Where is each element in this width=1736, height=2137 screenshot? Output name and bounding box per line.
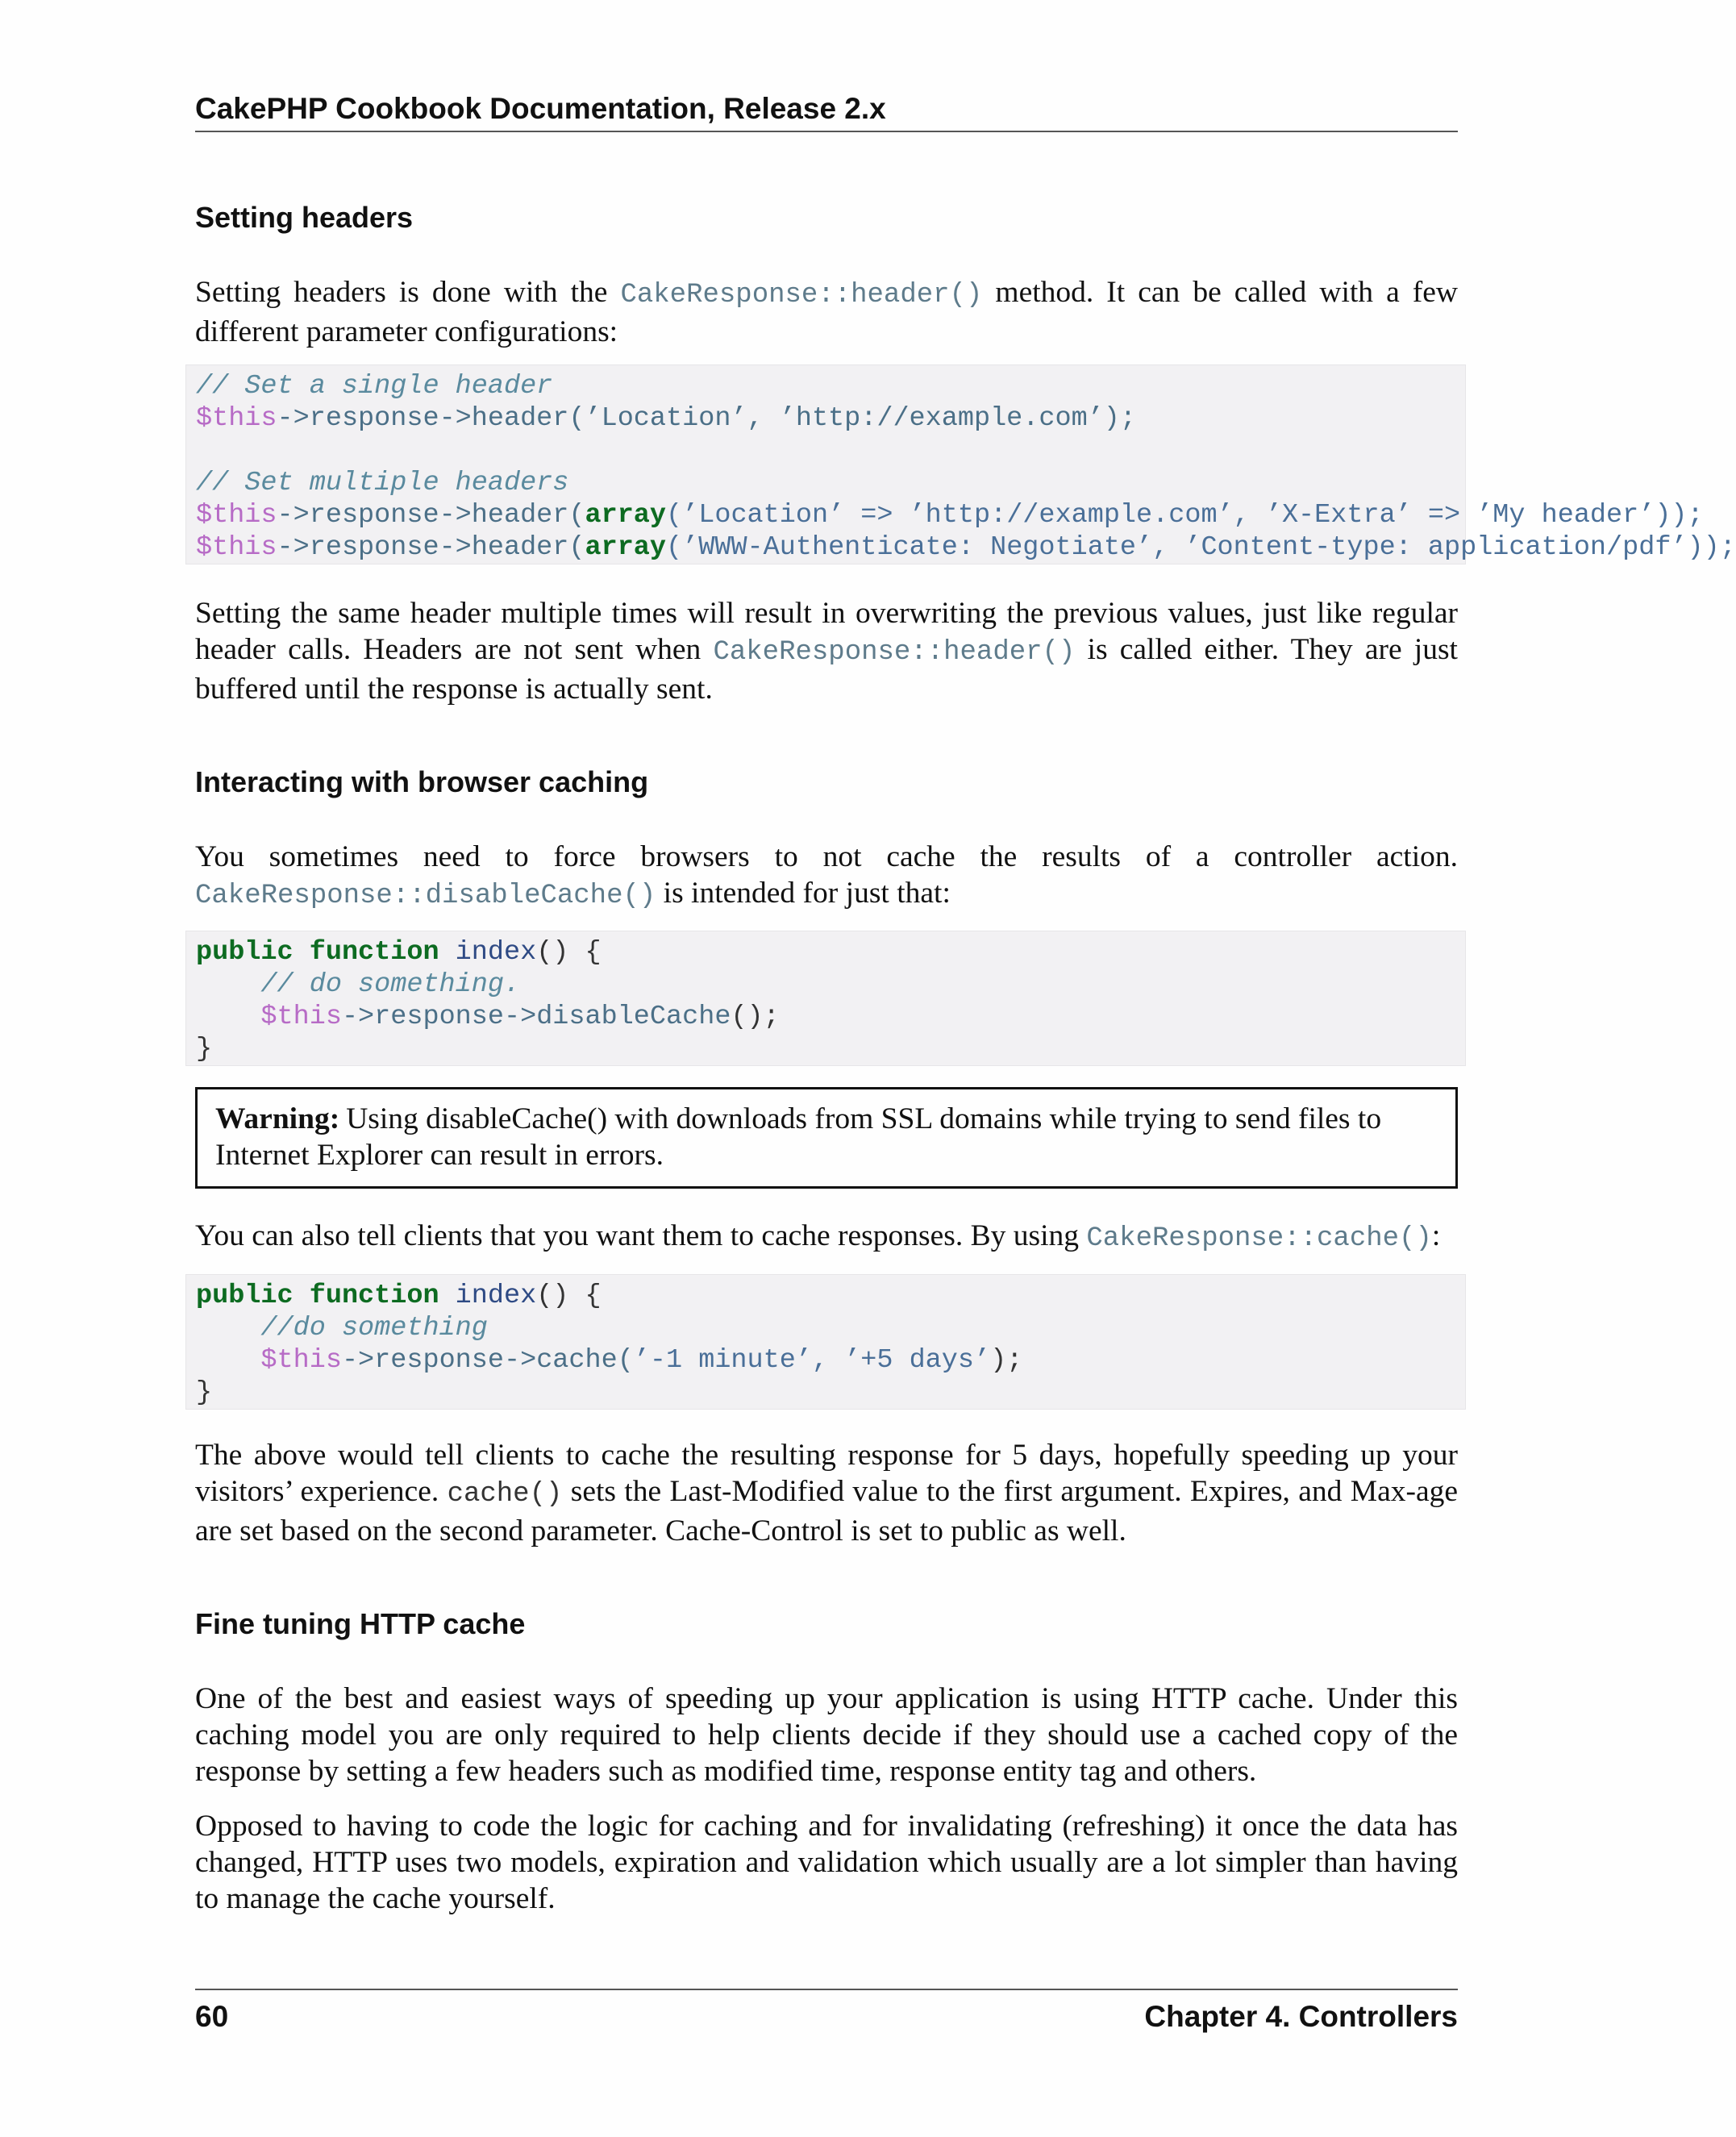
code-line: $this->response->header(’Location’, ’http://example.com’);	[196, 403, 1137, 434]
heading-browser-caching: Interacting with browser caching	[195, 765, 649, 798]
text-run: :	[1431, 1219, 1441, 1252]
code-ref-header[interactable]: CakeResponse::header()	[620, 280, 983, 310]
text-run: Setting headers is done with the	[195, 276, 621, 309]
code-line: $this->response->cache(’-1 minute’, ’+5 days’);	[260, 1345, 1023, 1376]
code-line: // do something.	[260, 969, 521, 1000]
code-ref-disablecache[interactable]: CakeResponse::disableCache()	[195, 881, 656, 911]
header-rule	[195, 131, 1458, 132]
paragraph-browser-caching-line2	[195, 875, 1458, 914]
footer-rule	[195, 1989, 1458, 1990]
code-line: // Set a single header	[196, 371, 553, 402]
code-line: }	[196, 1377, 213, 1408]
code-line: // Set multiple headers	[196, 468, 569, 498]
footer-chapter-title: Chapter 4. Controllers	[1144, 2000, 1458, 2033]
warning-label: Warning:	[215, 1102, 340, 1135]
code-block-cache	[185, 1274, 1466, 1410]
code-line: $this->response->header(array(’WWW-Authenticate: Negotiate’, ’Content-type: application/pdf’));	[196, 532, 1736, 563]
code-line: //do something	[260, 1313, 488, 1343]
paragraph-cache-explanation	[195, 1437, 1458, 1549]
code-line: $this->response->disableCache();	[260, 1002, 780, 1032]
paragraph-header-overwrite	[195, 595, 1458, 707]
paragraph-setting-headers-intro	[195, 274, 1458, 350]
paragraph-http-cache-intro: One of the best and easiest ways of speeding up your application is using HTTP cache. Under this caching model you are only required to help clients decide if they should use a cached copy of the response by setting a few headers such as modified time, response entity tag and others.	[195, 1682, 1458, 1788]
code-ref-header[interactable]: CakeResponse::header()	[713, 637, 1076, 668]
text-run: sets the Last-Modified value to the first argument. Expires, and Max-age are set based on the second parameter. Cache-Control is set to public as well.	[195, 1475, 1458, 1548]
code-ref-cache[interactable]: CakeResponse::cache()	[1086, 1223, 1432, 1254]
text-run: is intended for just that:	[656, 877, 951, 910]
code-line-empty	[196, 435, 1465, 467]
code-block-disablecache	[185, 931, 1466, 1066]
text-run: method. It can be called with a few different parameter configurations:	[195, 276, 1458, 348]
code-line: public function index() {	[196, 1281, 602, 1311]
heading-setting-headers: Setting headers	[195, 201, 414, 234]
code-line: $this->response->header(array(’Location’ => ’http://example.com’, ’X-Extra’ => ’My header’));	[196, 500, 1704, 531]
text-run: The above would tell clients to cache the resulting response for 5 days, hopefully speeding up your visitors’ experience.	[195, 1439, 1458, 1508]
heading-fine-tuning-http-cache: Fine tuning HTTP cache	[195, 1607, 526, 1640]
text-run: You can also tell clients that you want them to cache responses. By using	[195, 1219, 1087, 1252]
footer-page-number: 60	[195, 2000, 229, 2033]
warning-admonition	[195, 1087, 1458, 1189]
code-line: public function index() {	[196, 937, 602, 968]
code-block-setting-headers	[185, 364, 1736, 564]
running-header-title: CakePHP Cookbook Documentation, Release 2.x	[195, 92, 886, 125]
warning-text: Using disableCache() with downloads from SSL domains while trying to send files to Internet Explorer can result in errors.	[215, 1102, 1382, 1172]
text-run: is called either. They are just buffered until the response is actually sent.	[195, 633, 1458, 706]
paragraph-cache-intro	[195, 1218, 1458, 1257]
paragraph-browser-caching-line1: You sometimes need to force browsers to not cache the results of a controller action.	[195, 840, 1458, 873]
text-run: Setting the same header multiple times will result in overwriting the previous values, just like regular header calls. Headers are not sent when	[195, 597, 1458, 666]
paragraph-http-cache-models: Opposed to having to code the logic for caching and for invalidating (refreshing) it once the data has changed, HTTP uses two models, expiration and validation which usually are a lot simpler than having to manage the cache yourself.	[195, 1810, 1458, 1915]
code-line: }	[196, 1034, 213, 1064]
inline-code-cache: cache()	[447, 1479, 563, 1510]
